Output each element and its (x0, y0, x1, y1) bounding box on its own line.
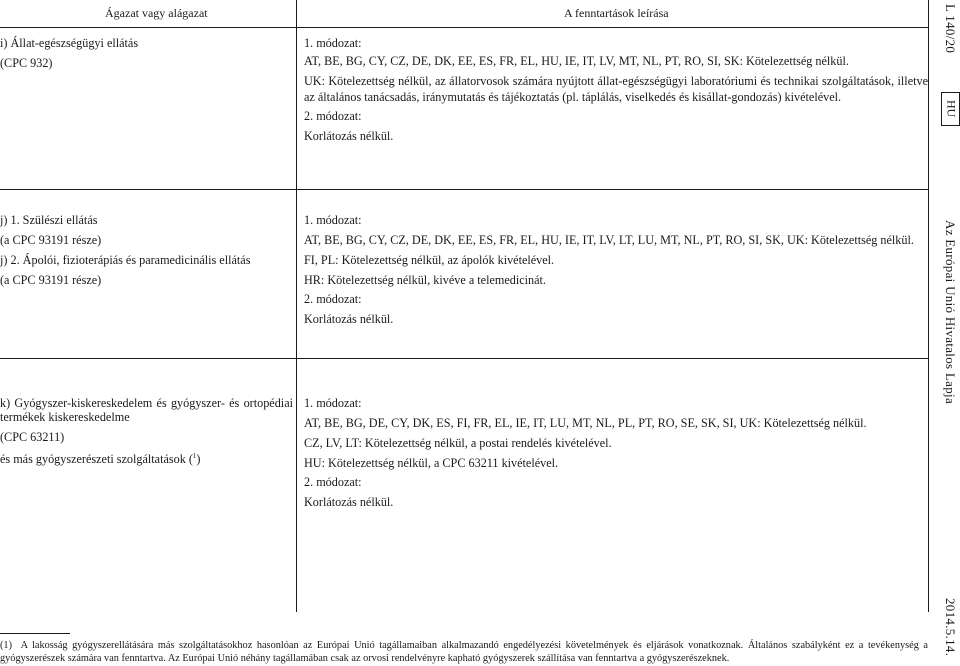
sector-code: (a CPC 93191 része) (0, 232, 102, 247)
sector-code: (CPC 63211) (0, 430, 65, 445)
mode-2-label: 2. módozat: (304, 292, 362, 307)
reservation-text: HR: Kötelezettség nélkül, kivéve a telemedicinát. (304, 272, 546, 287)
reservation-text: CZ, LV, LT: Kötelezettség nélkül, a postai rendelés kivételével. (304, 435, 612, 450)
mode-1-label: 1. módozat: (304, 213, 362, 227)
row-k-description (304, 396, 928, 515)
header-sector: Ágazat vagy alágazat (105, 6, 208, 20)
language-box (941, 92, 960, 126)
row-j-sector (0, 213, 293, 292)
row-k-sector (0, 396, 293, 472)
sector-code: (a CPC 93191 része) (0, 272, 102, 287)
row-i-sector (0, 36, 293, 76)
footnote-marker: (1) (0, 640, 13, 651)
row-divider-2 (0, 358, 928, 359)
sector-name: j) 1. Szülészi ellátás (0, 213, 98, 227)
row-divider-1 (0, 189, 928, 190)
mode-2-label: 2. módozat: (304, 475, 362, 490)
footnote-text: A lakosság gyógyszerellátására más szolgáltatásokhoz hasonlóan az Európai Unió tagállamaiban alkalmazandó engedélyezési követelmények és eljárások vonatkoznak. Általános szabályként ez a tevékenység a gyógyszerészek számára van fenntartva. Az Európai Unió néhány tagállamában csak az orvosi rendelvényre kapható gyógyszerek szállítása van fenntartva a gyógyszerészeknek. (0, 640, 928, 664)
column-divider (296, 0, 297, 612)
reservation-text: UK: Kötelezettség nélkül, az állatorvosok számára nyújtott állat-egészségügyi laboratóriumi és technikai szolgáltatások, illetve az általános tanácsadás, iránymutatás és tájékoztatás (pl. táplálás, viselkedés és kisállat-gondozás) kivételével. (304, 73, 928, 104)
reservation-text: Korlátozás nélkül. (304, 495, 394, 510)
sector-name: k) Gyógyszer-kiskereskedelem és gyógyszer- és ortopédiai termékek kiskereskedelme (0, 396, 293, 425)
footnote-rule (0, 633, 70, 634)
mode-2-label: 2. módozat: (304, 109, 362, 124)
reservation-text: FI, PL: Kötelezettség nélkül, az ápolók kivételével. (304, 252, 555, 267)
header-rule (0, 27, 928, 28)
footnote-ref[interactable]: 1 (192, 451, 197, 460)
page-reference: L 140/20 (942, 4, 958, 54)
publication-date: 2014.5.14. (942, 598, 958, 657)
reservation-text: AT, BE, BG, CY, CZ, DE, DK, EE, ES, FR, EL, HU, IE, IT, LV, LT, LU, MT, NL, PT, RO, SI, SK, UK: Kötelezettség nélkül. (304, 232, 914, 247)
mode-1-label: 1. módozat: (304, 36, 362, 50)
header-description: A fenntartások leírása (564, 6, 669, 20)
sector-name: és más gyógyszerészeti szolgáltatások ($^1$) (0, 451, 201, 466)
sector-code: (CPC 932) (0, 55, 53, 70)
footnote (0, 640, 928, 666)
reservation-text: Korlátozás nélkül. (304, 312, 394, 327)
reservation-text: Korlátozás nélkül. (304, 129, 394, 144)
reservation-text: AT, BE, BG, DE, CY, DK, ES, FI, FR, EL, IE, IT, LU, MT, NL, PL, PT, RO, SE, SK, SI, UK: Kötelezettség nélkül. (304, 415, 867, 430)
sector-name: i) Állat-egészségügyi ellátás (0, 36, 139, 50)
mode-1-label: 1. módozat: (304, 396, 362, 410)
row-i-description (304, 36, 928, 149)
journal-title: Az Európai Unió Hivatalos Lapja (942, 220, 958, 405)
language-code: HU (944, 100, 959, 118)
row-j-description (304, 213, 928, 332)
reservation-text: AT, BE, BG, CY, CZ, DE, DK, EE, ES, FR, EL, HU, IE, IT, LV, MT, NL, PT, RO, SI, SK: Kötelezettség nélkül. (304, 53, 849, 68)
right-border (928, 0, 929, 612)
reservation-text: HU: Kötelezettség nélkül, a CPC 63211 kivételével. (304, 455, 559, 470)
sector-name: j) 2. Ápolói, fizioterápiás és paramedicinális ellátás (0, 252, 251, 267)
